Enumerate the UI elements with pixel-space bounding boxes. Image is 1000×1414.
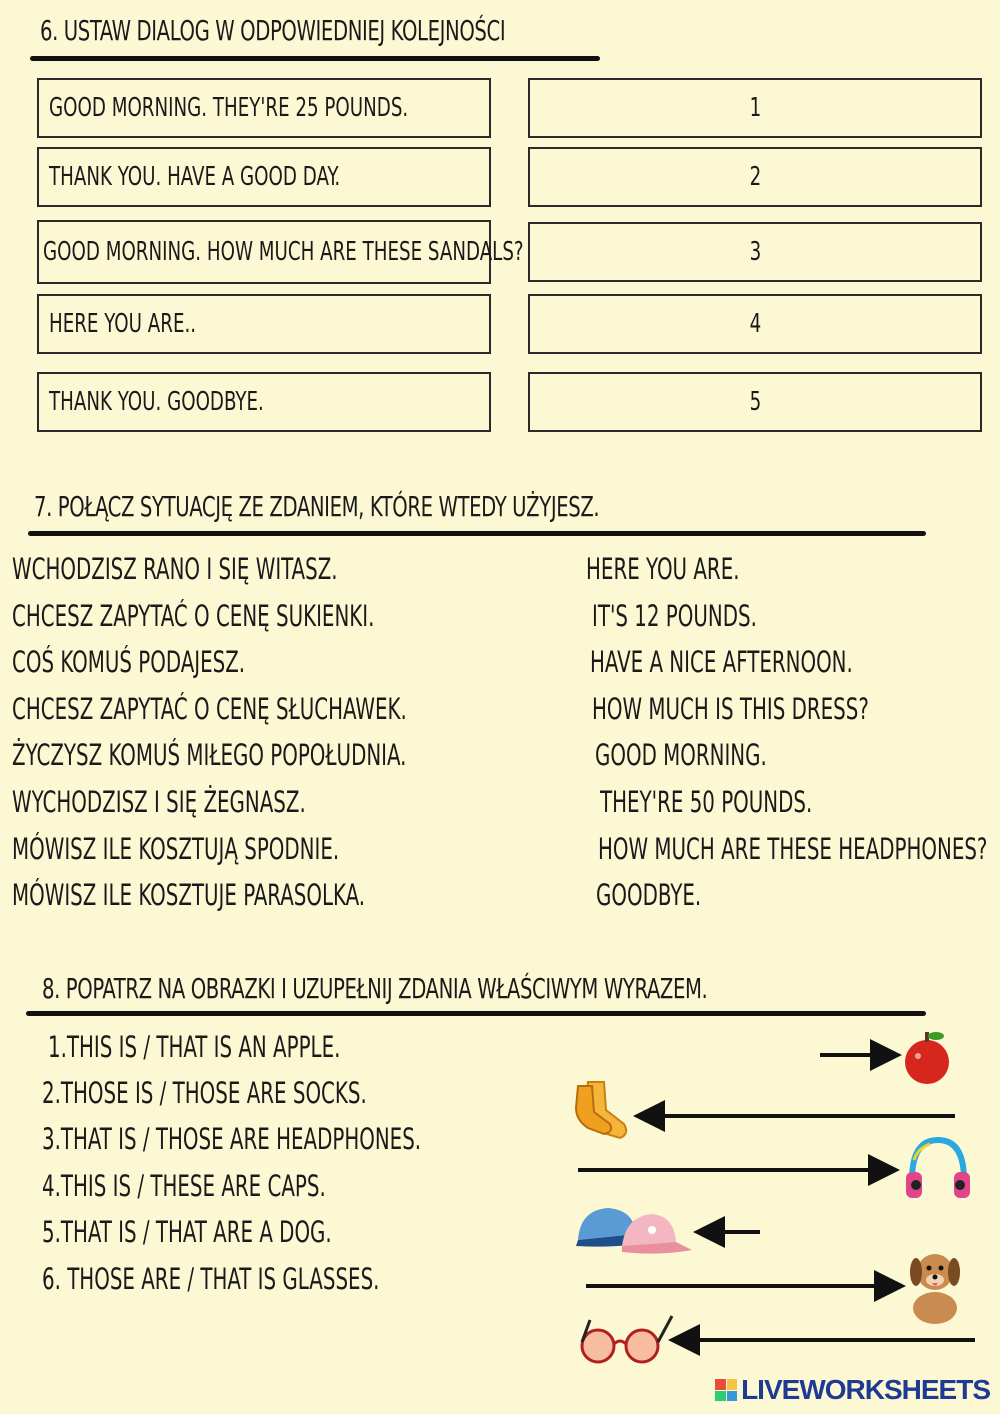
order-number: 3 — [749, 237, 761, 267]
order-slot[interactable] — [528, 372, 982, 432]
dialog-sentence-box[interactable] — [37, 294, 491, 354]
phrase-item[interactable]: GOODBYE. — [596, 878, 702, 912]
order-slot[interactable] — [528, 78, 982, 138]
liveworksheets-logo — [715, 1374, 990, 1406]
situation-item[interactable]: CHCESZ ZAPYTAĆ O CENĘ SŁUCHAWEK. — [12, 692, 407, 726]
brand-name: LIVEWORKSHEETS — [741, 1374, 990, 1405]
sentence-item[interactable]: 6. THOSE ARE / THAT IS GLASSES. — [42, 1262, 380, 1296]
socks-icon — [576, 1082, 626, 1138]
caps-icon — [576, 1208, 692, 1254]
dialog-sentence: GOOD MORNING. THEY'RE 25 POUNDS. — [49, 93, 409, 123]
order-number: 1 — [749, 93, 761, 123]
sentence-item[interactable]: 2.THOSE IS / THOSE ARE SOCKS. — [42, 1076, 367, 1110]
section7-title: 7. POŁĄCZ SYTUACJĘ ZE ZDANIEM, KTÓRE WTEDY UŻYJESZ. — [34, 490, 600, 523]
situation-item[interactable]: MÓWISZ ILE KOSZTUJE PARASOLKA. — [12, 878, 366, 912]
sentence-item[interactable]: 3.THAT IS / THOSE ARE HEADPHONES. — [42, 1122, 422, 1156]
dialog-sentence-box[interactable] — [37, 372, 491, 432]
dog-icon — [910, 1254, 960, 1324]
order-slot[interactable] — [528, 147, 982, 207]
phrase-item[interactable]: HOW MUCH IS THIS DRESS? — [592, 692, 869, 726]
sentence-item[interactable]: 1.THIS IS / THAT IS AN APPLE. — [48, 1030, 341, 1064]
situation-item[interactable]: ŻYCZYSZ KOMUŚ MIŁEGO POPOŁUDNIA. — [12, 738, 407, 772]
apple-icon — [905, 1032, 949, 1084]
glasses-icon — [582, 1316, 672, 1362]
section6-rule — [30, 56, 600, 61]
phrase-item[interactable]: HERE YOU ARE. — [586, 552, 740, 586]
logo-mark-icon — [715, 1379, 737, 1401]
phrase-item[interactable]: HOW MUCH ARE THESE HEADPHONES? — [598, 832, 988, 866]
section7-rule — [28, 531, 926, 536]
dialog-sentence: GOOD MORNING. HOW MUCH ARE THESE SANDALS? — [43, 237, 524, 267]
order-number: 5 — [749, 387, 761, 417]
section8-title: 8. POPATRZ NA OBRAZKI I UZUPEŁNIJ ZDANIA WŁAŚCIWYM WYRAZEM. — [42, 972, 708, 1005]
phrase-item[interactable]: GOOD MORNING. — [595, 738, 767, 772]
situation-item[interactable]: WYCHODZISZ I SIĘ ŻEGNASZ. — [12, 785, 306, 819]
dialog-sentence-box[interactable] — [37, 147, 491, 207]
section6-title: 6. USTAW DIALOG W ODPOWIEDNIEJ KOLEJNOŚCI — [40, 14, 506, 47]
sentence-item[interactable]: 4.THIS IS / THESE ARE CAPS. — [42, 1169, 326, 1203]
order-slot[interactable] — [528, 294, 982, 354]
headphones-icon — [906, 1140, 970, 1198]
phrase-item[interactable]: THEY'RE 50 POUNDS. — [600, 785, 813, 819]
situation-item[interactable]: COŚ KOMUŚ PODAJESZ. — [12, 645, 246, 679]
situation-item[interactable]: WCHODZISZ RANO I SIĘ WITASZ. — [12, 552, 338, 586]
pictures-area — [560, 1020, 1000, 1370]
situation-item[interactable]: CHCESZ ZAPYTAĆ O CENĘ SUKIENKI. — [12, 599, 375, 633]
dialog-sentence-box[interactable] — [37, 78, 491, 138]
dialog-sentence: HERE YOU ARE.. — [49, 309, 197, 339]
situation-item[interactable]: MÓWISZ ILE KOSZTUJĄ SPODNIE. — [12, 832, 340, 866]
dialog-sentence-box[interactable] — [37, 220, 524, 284]
sentence-item[interactable]: 5.THAT IS / THAT ARE A DOG. — [42, 1215, 332, 1249]
order-number: 2 — [749, 162, 761, 192]
phrase-item[interactable]: HAVE A NICE AFTERNOON. — [590, 645, 853, 679]
phrase-item[interactable]: IT'S 12 POUNDS. — [592, 599, 757, 633]
dialog-sentence: THANK YOU. GOODBYE. — [49, 387, 264, 417]
section8-rule — [26, 1011, 926, 1016]
dialog-sentence: THANK YOU. HAVE A GOOD DAY. — [49, 162, 341, 192]
order-number: 4 — [749, 309, 761, 339]
order-slot[interactable] — [528, 222, 982, 282]
